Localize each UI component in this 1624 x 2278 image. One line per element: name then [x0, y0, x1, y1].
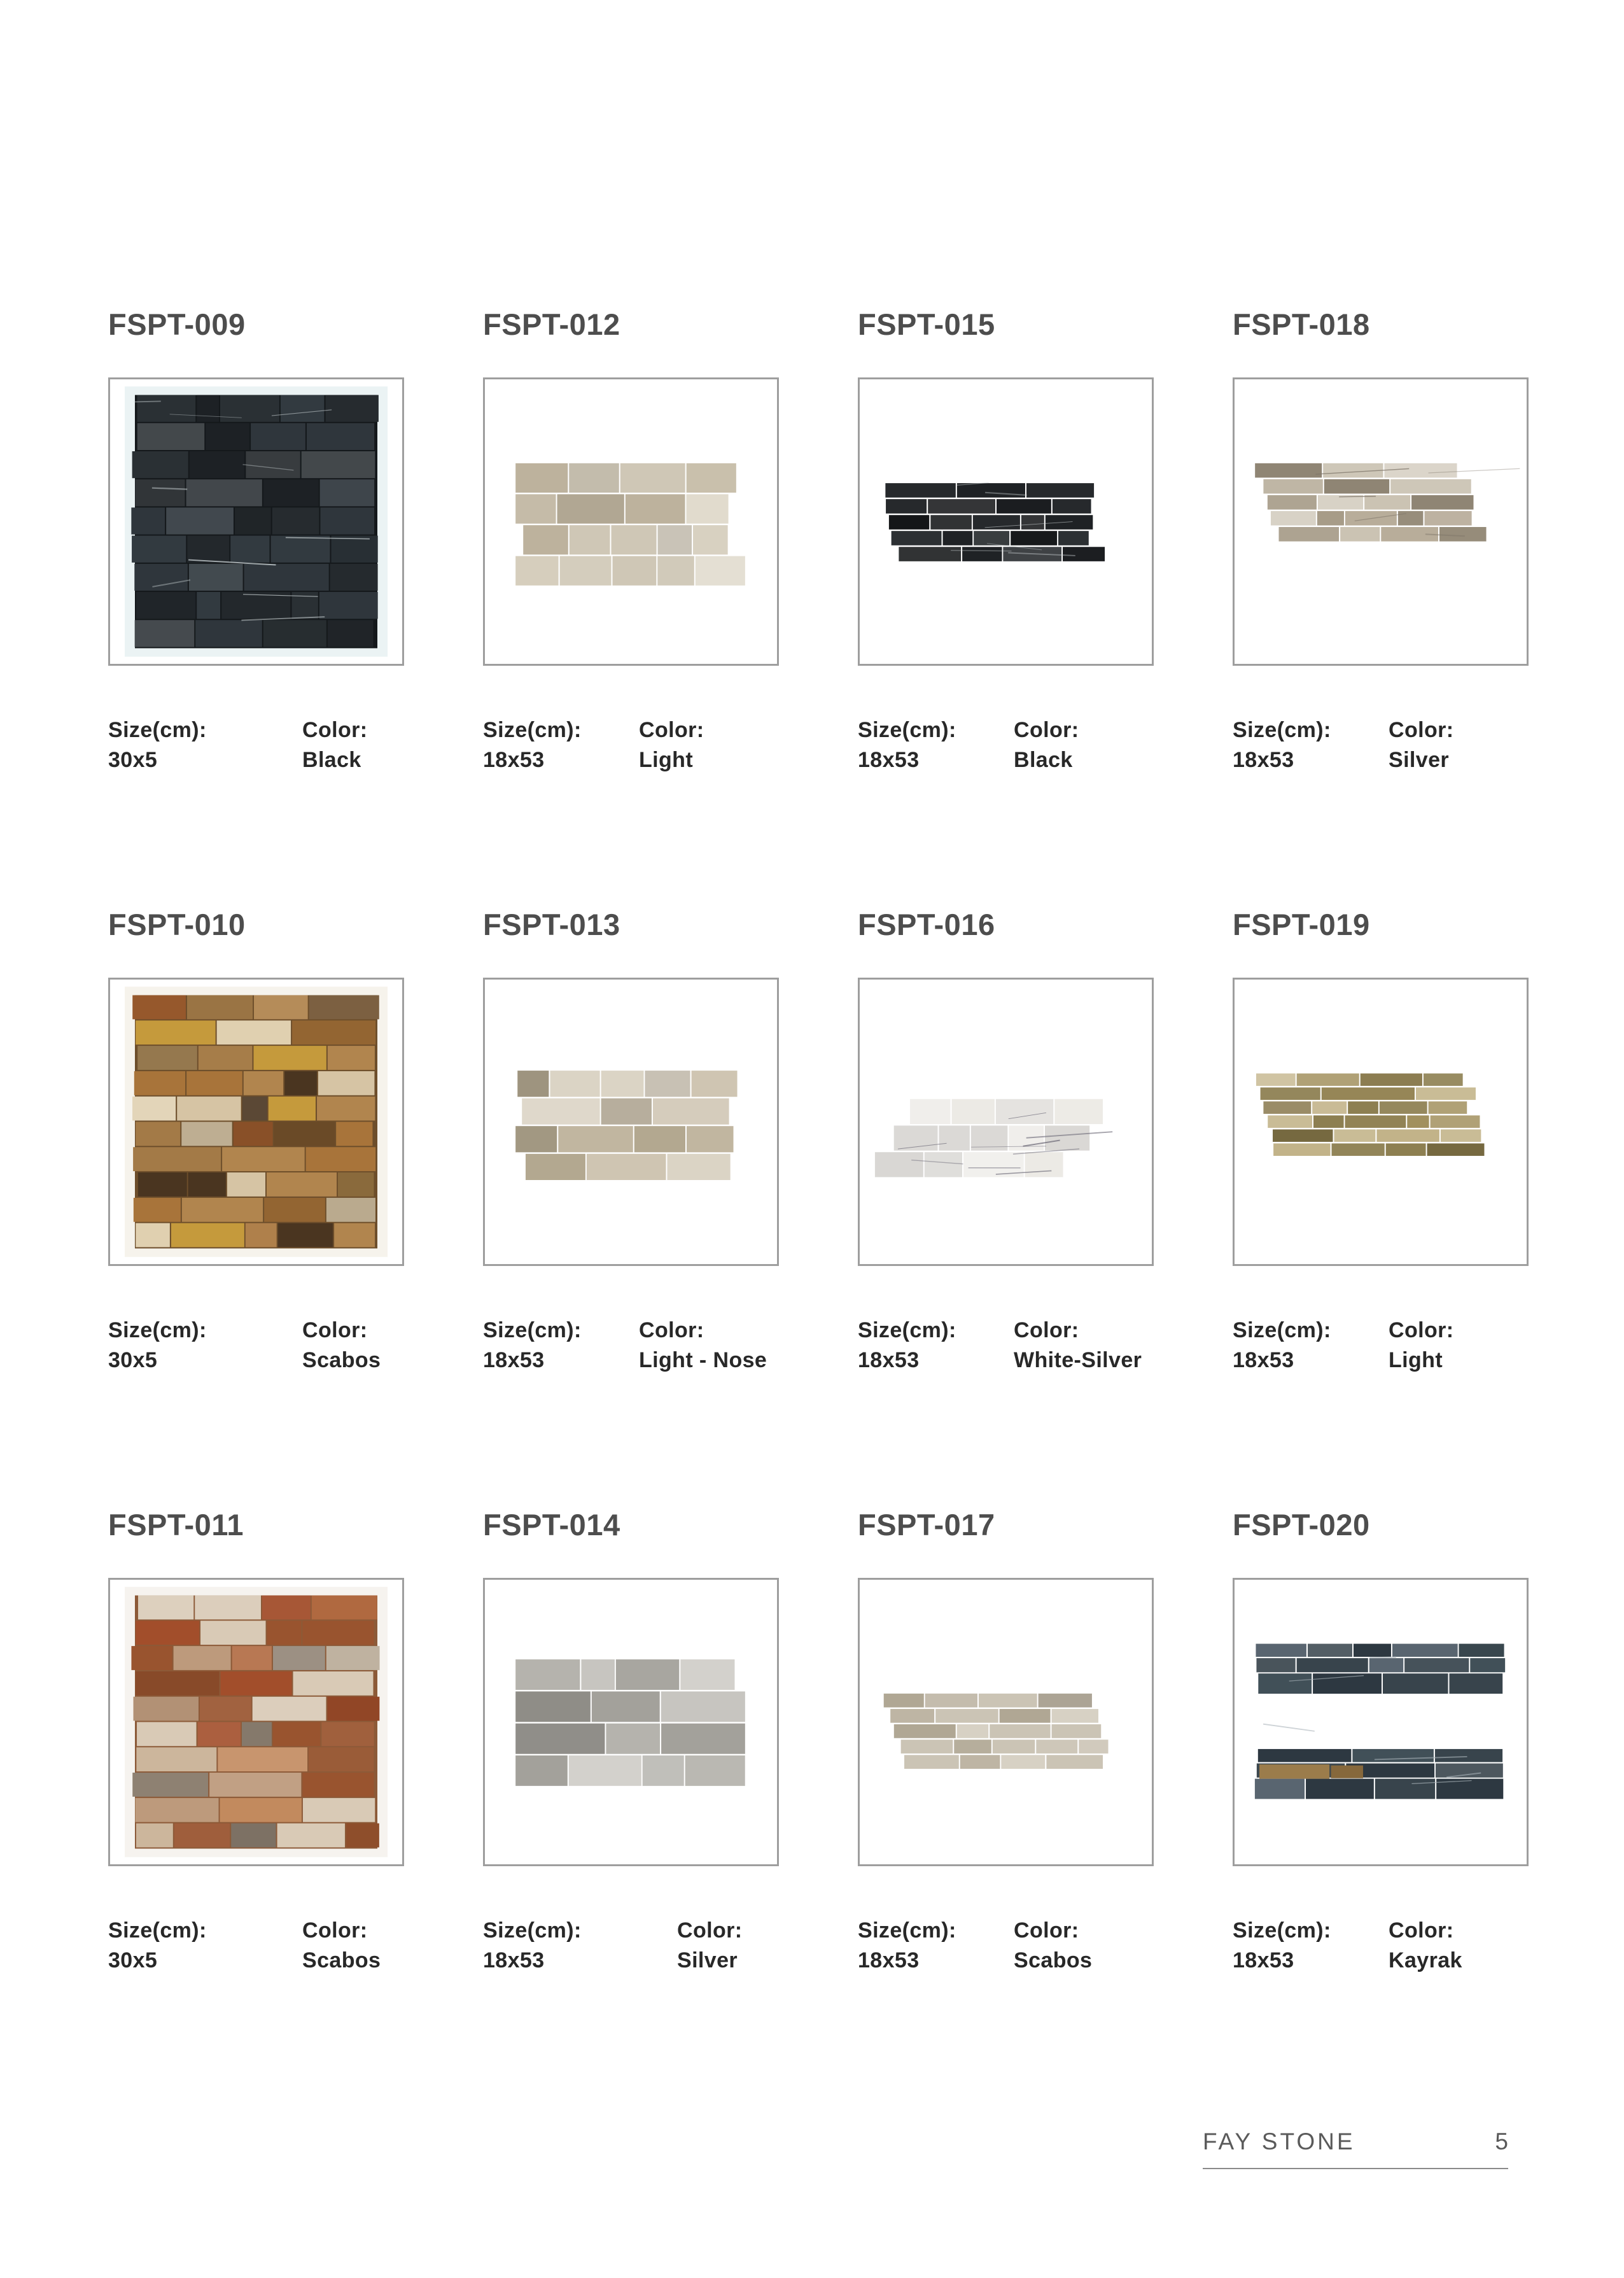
product-code: FSPT-015 [858, 307, 995, 341]
size-label: Size(cm): [858, 1918, 956, 1943]
color-value: Scabos [302, 1948, 381, 1972]
product-caption [858, 1916, 1154, 1976]
product-card [858, 1508, 1154, 1976]
product-image-frame [858, 1578, 1154, 1866]
size-block [108, 1916, 302, 1976]
size-value: 18x53 [1233, 1948, 1294, 1972]
product-caption [858, 1316, 1154, 1375]
product-image-frame [108, 978, 404, 1266]
size-value: 18x53 [483, 1348, 545, 1372]
product-grid [108, 307, 1529, 1976]
size-label: Size(cm): [858, 718, 956, 742]
footer-row [1203, 2128, 1508, 2155]
size-block [483, 1316, 639, 1375]
product-caption [108, 1316, 404, 1375]
color-label: Color: [302, 1918, 368, 1943]
color-block [677, 1916, 779, 1976]
color-block [302, 1316, 404, 1375]
size-block [483, 715, 639, 775]
size-label: Size(cm): [108, 1318, 207, 1342]
page-footer [1203, 2128, 1508, 2169]
size-label: Size(cm): [108, 1918, 207, 1943]
size-label: Size(cm): [858, 1318, 956, 1342]
product-card [108, 1508, 404, 1976]
size-block [1233, 1916, 1389, 1976]
size-block [108, 715, 302, 775]
stone-panel-image [485, 980, 777, 1264]
size-block [1233, 1316, 1389, 1375]
color-value: Light [1389, 1348, 1443, 1372]
size-value: 18x53 [1233, 1348, 1294, 1372]
stone-panel-image [1235, 980, 1527, 1264]
product-caption [1233, 1916, 1529, 1976]
color-label: Color: [302, 1318, 368, 1342]
color-block [302, 1916, 404, 1976]
page-number: 5 [1495, 2128, 1508, 2155]
product-code: FSPT-011 [108, 1508, 244, 1542]
size-label: Size(cm): [483, 718, 582, 742]
stone-panel-image [485, 1580, 777, 1864]
stone-panel-image [860, 379, 1152, 664]
color-label: Color: [639, 718, 704, 742]
color-value: Silver [677, 1948, 738, 1972]
size-block [1233, 715, 1389, 775]
size-value: 18x53 [1233, 748, 1294, 772]
stone-panel-image [110, 379, 402, 664]
product-code: FSPT-012 [483, 307, 620, 341]
stone-panel-image [1235, 379, 1527, 664]
product-image-frame [108, 1578, 404, 1866]
stone-panel-image [860, 1580, 1152, 1864]
product-caption [1233, 1316, 1529, 1375]
brand-name: FAY STONE [1203, 2128, 1355, 2155]
size-value: 18x53 [483, 1948, 545, 1972]
size-value: 30x5 [108, 1348, 158, 1372]
product-card [1233, 1508, 1529, 1976]
color-block [1014, 715, 1154, 775]
product-code: FSPT-016 [858, 908, 995, 941]
color-label: Color: [1389, 1318, 1454, 1342]
color-value: Black [1014, 748, 1073, 772]
color-value: Kayrak [1389, 1948, 1462, 1972]
color-block [1014, 1916, 1154, 1976]
product-image-frame [1233, 978, 1529, 1266]
product-caption [108, 1916, 404, 1976]
product-card [858, 908, 1154, 1375]
product-card [108, 908, 404, 1375]
size-block [858, 1316, 1014, 1375]
stone-panel-image [860, 980, 1152, 1264]
product-image-frame [483, 978, 779, 1266]
color-value: Silver [1389, 748, 1450, 772]
size-value: 18x53 [483, 748, 545, 772]
size-label: Size(cm): [108, 718, 207, 742]
product-image-frame [858, 978, 1154, 1266]
size-label: Size(cm): [1233, 1318, 1331, 1342]
product-image-frame [1233, 377, 1529, 666]
size-label: Size(cm): [483, 1318, 582, 1342]
product-card [1233, 908, 1529, 1375]
color-value: White-Silver [1014, 1348, 1142, 1372]
product-code: FSPT-010 [108, 908, 246, 941]
product-image-frame [483, 1578, 779, 1866]
color-value: Light - Nose [639, 1348, 767, 1372]
product-card [1233, 307, 1529, 775]
color-block [639, 1316, 779, 1375]
color-value: Black [302, 748, 361, 772]
size-block [858, 1916, 1014, 1976]
size-value: 18x53 [858, 1948, 920, 1972]
product-code: FSPT-013 [483, 908, 620, 941]
size-block [108, 1316, 302, 1375]
color-block [302, 715, 404, 775]
stone-panel-image [110, 1580, 402, 1864]
stone-panel-image [110, 980, 402, 1264]
color-value: Scabos [1014, 1948, 1093, 1972]
product-image-frame [108, 377, 404, 666]
product-card [858, 307, 1154, 775]
size-value: 18x53 [858, 1348, 920, 1372]
product-card [483, 307, 779, 775]
color-label: Color: [1014, 1918, 1079, 1943]
color-label: Color: [302, 718, 368, 742]
size-block [483, 1916, 677, 1976]
color-value: Scabos [302, 1348, 381, 1372]
size-label: Size(cm): [483, 1918, 582, 1943]
size-label: Size(cm): [1233, 718, 1331, 742]
size-label: Size(cm): [1233, 1918, 1331, 1943]
product-caption [483, 1316, 779, 1375]
stone-panel-image [485, 379, 777, 664]
product-caption [858, 715, 1154, 775]
color-value: Light [639, 748, 694, 772]
color-block [1389, 1916, 1529, 1976]
color-label: Color: [677, 1918, 743, 1943]
product-code: FSPT-017 [858, 1508, 995, 1542]
product-image-frame [483, 377, 779, 666]
product-caption [483, 1916, 779, 1976]
size-value: 30x5 [108, 1948, 158, 1972]
color-label: Color: [1389, 718, 1454, 742]
color-label: Color: [639, 1318, 704, 1342]
product-code: FSPT-019 [1233, 908, 1370, 941]
color-block [1389, 1316, 1529, 1375]
product-caption [108, 715, 404, 775]
footer-divider [1203, 2168, 1508, 2169]
product-card [108, 307, 404, 775]
color-block [1389, 715, 1529, 775]
product-caption [483, 715, 779, 775]
size-value: 30x5 [108, 748, 158, 772]
color-block [639, 715, 779, 775]
color-block [1014, 1316, 1154, 1375]
product-caption [1233, 715, 1529, 775]
product-code: FSPT-009 [108, 307, 246, 341]
color-label: Color: [1014, 1318, 1079, 1342]
size-block [858, 715, 1014, 775]
stone-panel-image [1235, 1580, 1527, 1864]
product-image-frame [858, 377, 1154, 666]
size-value: 18x53 [858, 748, 920, 772]
color-label: Color: [1389, 1918, 1454, 1943]
product-code: FSPT-020 [1233, 1508, 1370, 1542]
product-image-frame [1233, 1578, 1529, 1866]
product-code: FSPT-018 [1233, 307, 1370, 341]
product-card [483, 1508, 779, 1976]
color-label: Color: [1014, 718, 1079, 742]
product-code: FSPT-014 [483, 1508, 620, 1542]
product-card [483, 908, 779, 1375]
